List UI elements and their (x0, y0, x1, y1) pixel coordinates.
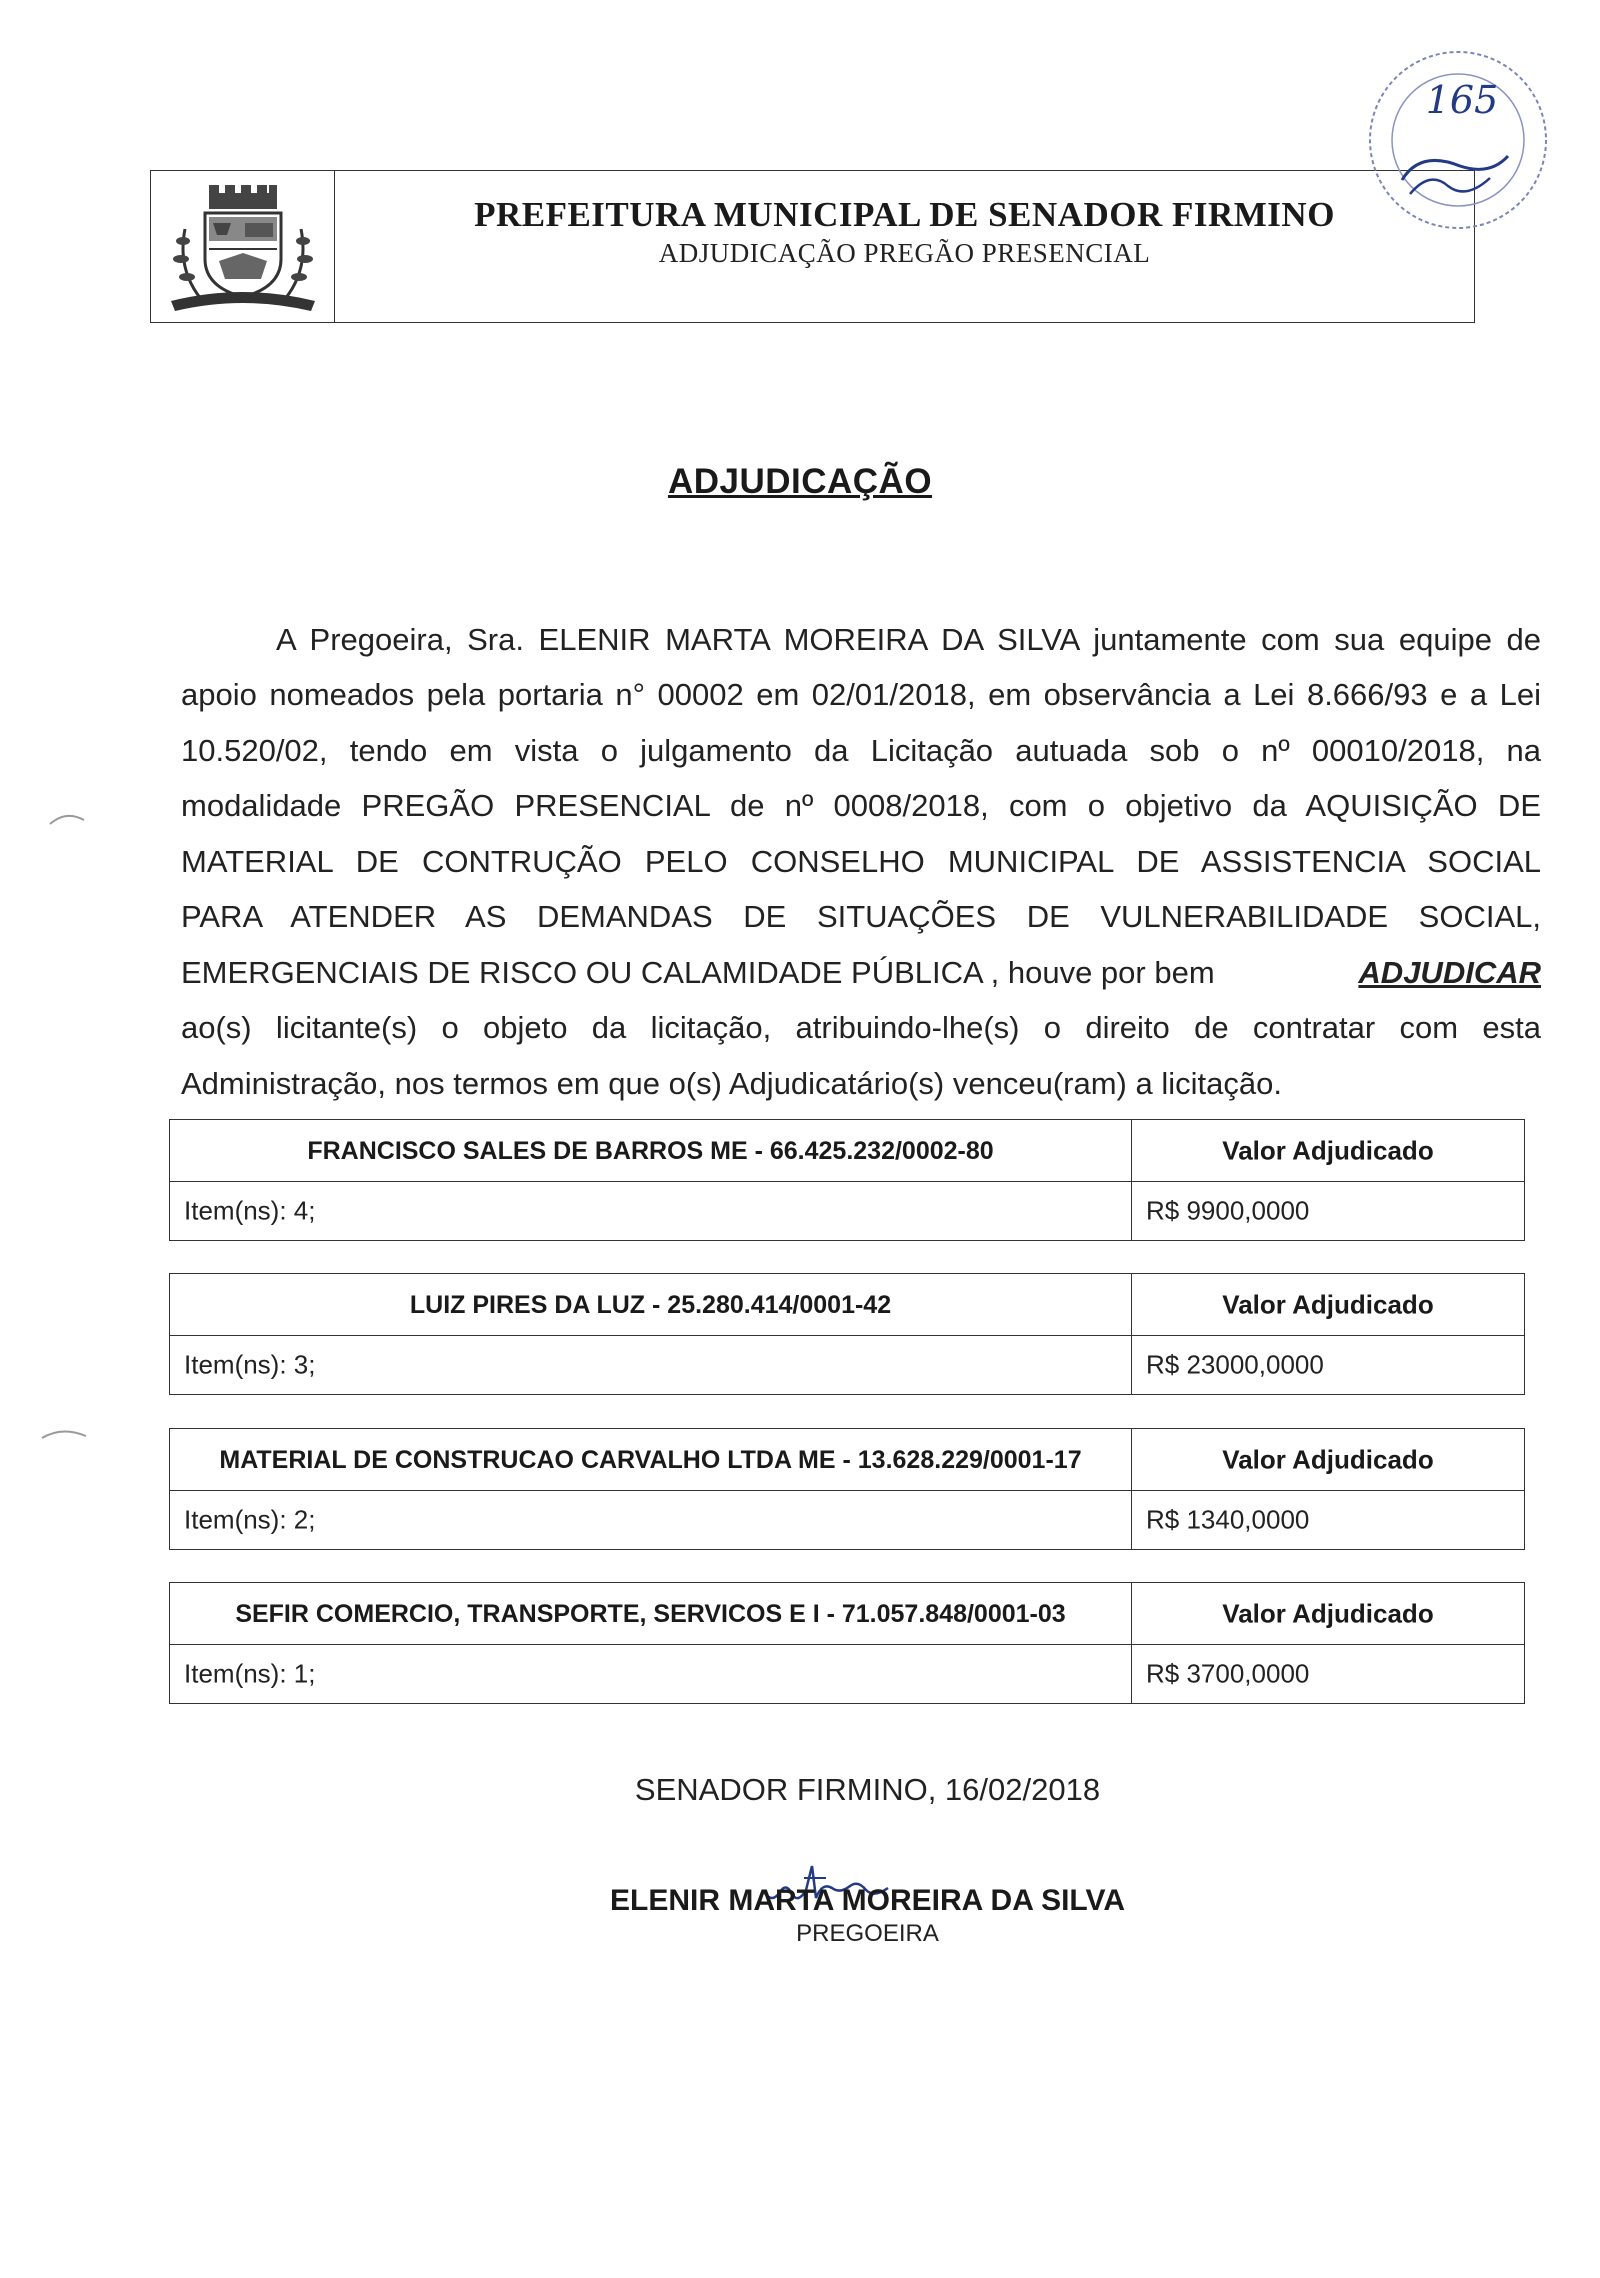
award-header-row (170, 1120, 1524, 1182)
header-title-cell (335, 171, 1474, 322)
award-table (169, 1119, 1525, 1241)
supplier-name: LUIZ PIRES DA LUZ - 25.280.414/0001-42 (409, 1290, 892, 1319)
paragraph-line-1: A Pregoeira, Sra. ELENIR MARTA MOREIRA DA SILVA juntamente com sua equipe de (276, 622, 1541, 657)
awarded-amount: R$ 9900,0000 (1146, 1195, 1310, 1225)
supplier-name: MATERIAL DE CONSTRUCAO CARVALHO LTDA ME - 13.628.229/0001-17 (219, 1445, 1082, 1474)
value-column-header: Valor Adjudicado (1222, 1135, 1434, 1165)
paragraph-line-6: PARA ATENDER AS DEMANDAS DE SITUAÇÕES DE VULNERABILIDADE SOCIAL, (181, 899, 1541, 934)
document-header (150, 170, 1475, 323)
supplier-name: FRANCISCO SALES DE BARROS ME - 66.425.232/0002-80 (307, 1136, 994, 1165)
awarded-amount: R$ 3700,0000 (1146, 1658, 1310, 1688)
signer-role: PREGOEIRA (796, 1920, 939, 1947)
award-detail-row (170, 1490, 1524, 1549)
value-column-header: Valor Adjudicado (1222, 1444, 1434, 1474)
supplier-name: SEFIR COMERCIO, TRANSPORTE, SERVICOS E I - 71.057.848/0001-03 (235, 1599, 1066, 1628)
value-column-header: Valor Adjudicado (1222, 1289, 1434, 1319)
award-table (169, 1428, 1525, 1550)
paragraph-line-2: apoio nomeados pela portaria n° 00002 em 02/01/2018, em observância a Lei 8.666/93 e a Lei (181, 677, 1541, 712)
award-header-row (170, 1274, 1524, 1336)
awarded-items: Item(ns): 4; (184, 1195, 316, 1225)
awarded-items: Item(ns): 1; (184, 1658, 316, 1688)
paragraph-line-8: ao(s) licitante(s) o objeto da licitação, atribuindo-lhe(s) o direito de contratar com esta (181, 1010, 1541, 1045)
adjudicar-emphasis: ADJUDICAR (1358, 955, 1541, 990)
signer-name: ELENIR MARTA MOREIRA DA SILVA (610, 1884, 1125, 1917)
document-title: ADJUDICAÇÃO (667, 462, 933, 501)
awarded-amount: R$ 1340,0000 (1146, 1504, 1310, 1534)
procedure-subtitle: ADJUDICAÇÃO PREGÃO PRESENCIAL (658, 238, 1151, 268)
awarded-amount: R$ 23000,0000 (1146, 1349, 1324, 1379)
value-column-header: Valor Adjudicado (1222, 1598, 1434, 1628)
award-detail-row (170, 1644, 1524, 1703)
award-table (169, 1273, 1525, 1395)
place-and-date: SENADOR FIRMINO, 16/02/2018 (634, 1772, 1101, 1807)
awarded-items: Item(ns): 2; (184, 1504, 316, 1534)
award-table (169, 1582, 1525, 1704)
paragraph-line-5: MATERIAL DE CONTRUÇÃO PELO CONSELHO MUNICIPAL DE ASSISTENCIA SOCIAL (181, 844, 1541, 879)
award-detail-row (170, 1181, 1524, 1240)
paragraph-line-7 (181, 953, 1541, 993)
paragraph-line-7-text: EMERGENCIAIS DE RISCO OU CALAMIDADE PÚBLICA , houve por bem (181, 955, 1215, 990)
scan-mark (48, 808, 88, 828)
paragraph-line-3: 10.520/02, tendo em vista o julgamento da Licitação autuada sob o nº 00010/2018, na (181, 733, 1541, 768)
award-detail-row (170, 1335, 1524, 1394)
paragraph-line-4: modalidade PREGÃO PRESENCIAL de nº 0008/2018, com o objetivo da AQUISIÇÃO DE (181, 788, 1541, 823)
stamp-page-number: 165 (1425, 78, 1499, 122)
crest-cell (151, 171, 335, 322)
municipality-title: PREFEITURA MUNICIPAL DE SENADOR FIRMINO (474, 195, 1335, 234)
scan-mark (40, 1424, 90, 1444)
award-header-row (170, 1583, 1524, 1645)
paragraph-line-9: Administração, nos termos em que o(s) Adjudicatário(s) venceu(ram) a licitação. (181, 1066, 1282, 1101)
municipal-coat-of-arms-icon (161, 179, 325, 315)
commission-stamp (1340, 30, 1560, 240)
awarded-items: Item(ns): 3; (184, 1349, 316, 1379)
award-header-row (170, 1429, 1524, 1491)
